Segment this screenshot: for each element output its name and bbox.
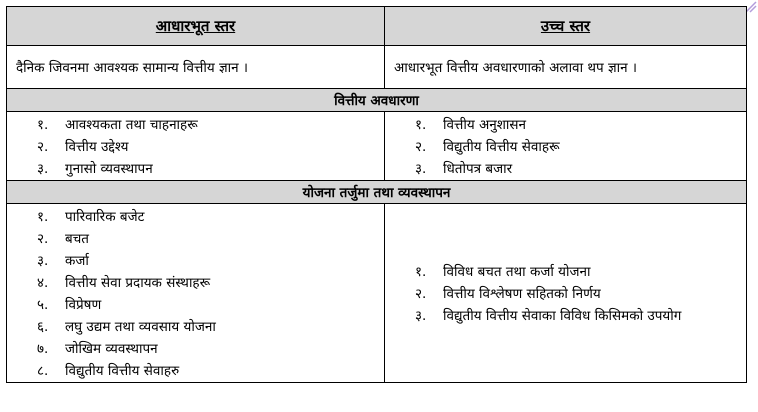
list-item-number: ३. (415, 161, 427, 177)
list-item-number: २. (415, 139, 427, 155)
list-item-number: ६. (37, 319, 49, 335)
list-item-number: ३. (415, 308, 427, 324)
list-item (385, 114, 746, 136)
list-item (385, 283, 746, 305)
list-item-text: धितोपत्र बजार (443, 161, 513, 177)
list-item (7, 272, 384, 294)
list-item-number: २. (37, 139, 49, 155)
list-item-text: विद्युतीय वित्तीय सेवाहरू (443, 139, 560, 155)
planning-section-row (7, 181, 747, 204)
list-item (7, 316, 384, 338)
concepts-basic-cell (7, 112, 385, 181)
list-item-number: १. (415, 264, 427, 280)
list-item (7, 250, 384, 272)
concepts-section-title: वित्तीय अवधारणा (7, 89, 747, 112)
list-item-text: कर्जा (65, 253, 89, 269)
list-item (7, 338, 384, 360)
list-item-text: आवश्यकता तथा चाहनाहरू (65, 117, 198, 133)
list-item-text: गुनासो व्यवस्थापन (65, 161, 153, 177)
list-item (7, 294, 384, 316)
list-item-number: २. (415, 286, 427, 302)
list-item-text: वित्तीय सेवा प्रदायक संस्थाहरू (65, 275, 211, 291)
list-item (385, 305, 746, 327)
list-item (7, 158, 384, 180)
list-item (7, 206, 384, 228)
list-item (7, 228, 384, 250)
list-item (7, 136, 384, 158)
list-item-text: वित्तीय विश्लेषण सहितको निर्णय (443, 286, 601, 302)
intro-row (7, 46, 747, 89)
list-item-number: ५. (37, 297, 49, 313)
list-item-number: १. (37, 117, 49, 133)
intro-advanced: आधारभूत वित्तीय अवधारणाको अलावा थप ज्ञान । (385, 46, 747, 89)
list-item (7, 360, 384, 382)
planning-basic-cell (7, 204, 385, 383)
list-item (385, 158, 746, 180)
planning-section-title: योजना तर्जुमा तथा व्यवस्थापन (7, 181, 747, 204)
planning-advanced-cell (385, 204, 747, 383)
list-item-text: विद्युतीय वित्तीय सेवाका विविध किसिमको उपयोग (443, 308, 682, 324)
list-item-number: १. (37, 209, 49, 225)
planning-advanced-list (385, 259, 746, 327)
list-item-text: विप्रेषण (65, 297, 102, 313)
list-item-text: विविध बचत तथा कर्जा योजना (443, 264, 591, 280)
list-item (7, 114, 384, 136)
list-item-number: ३. (37, 161, 49, 177)
planning-row (7, 204, 747, 383)
intro-basic: दैनिक जिवनमा आवश्यक सामान्य वित्तीय ज्ञान । (7, 46, 385, 89)
list-item-text: पारिवारिक बजेट (65, 209, 145, 225)
list-item-number: १. (415, 117, 427, 133)
list-item-text: लघु उद्यम तथा व्यवसाय योजना (65, 319, 216, 335)
list-item-number: ४. (37, 275, 49, 291)
concepts-advanced-cell (385, 112, 747, 181)
list-item (385, 136, 746, 158)
list-item-number: ३. (37, 253, 49, 269)
list-item-number: ८. (37, 363, 49, 379)
list-item-text: वित्तीय उद्देश्य (65, 139, 129, 155)
concepts-basic-list (7, 112, 384, 180)
concepts-advanced-list (385, 112, 746, 180)
header-advanced-title: उच्च स्तर (540, 17, 591, 35)
list-item (385, 261, 746, 283)
planning-basic-list (7, 204, 384, 382)
list-item-number: ७. (37, 341, 49, 357)
concepts-row (7, 112, 747, 181)
list-item-text: बचत (65, 231, 89, 247)
list-item-text: वित्तीय अनुशासन (443, 117, 527, 133)
header-basic-cell (7, 7, 385, 46)
header-row (7, 7, 747, 46)
header-basic-title: आधारभूत स्तर (155, 17, 236, 35)
header-advanced-cell (385, 7, 747, 46)
list-item-text: जोखिम व्यवस्थापन (65, 341, 158, 357)
concepts-section-row (7, 89, 747, 112)
list-item-text: विद्युतीय वित्तीय सेवाहरु (65, 363, 180, 379)
list-item-number: २. (37, 231, 49, 247)
financial-literacy-table (6, 6, 747, 383)
